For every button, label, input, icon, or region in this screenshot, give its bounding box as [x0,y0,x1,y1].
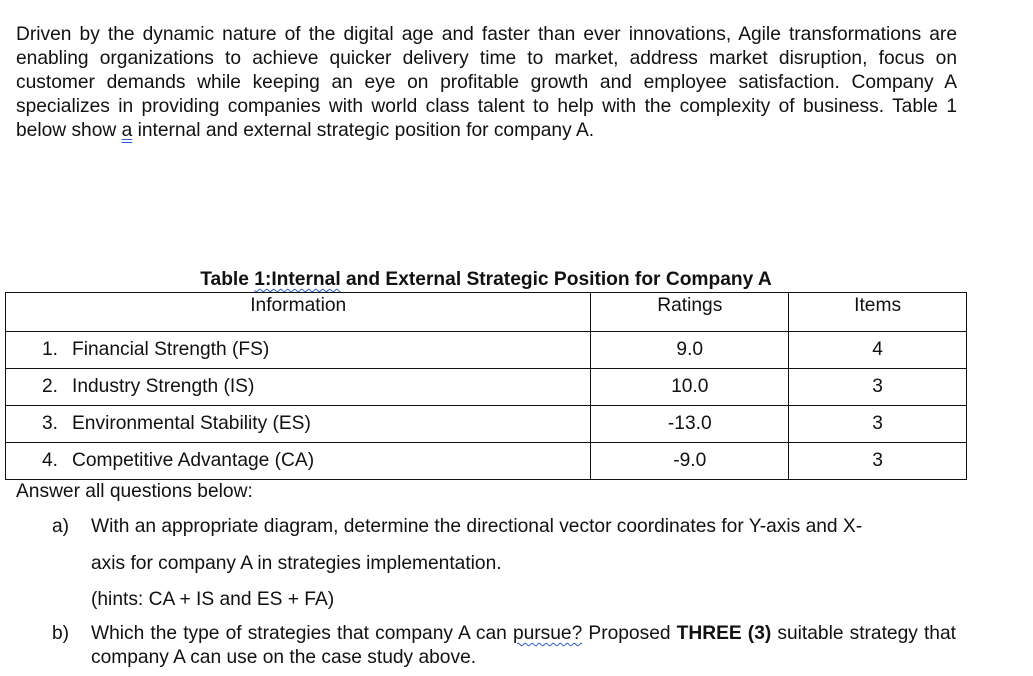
intro-paragraph [16,23,957,143]
caption-prefix: Table [200,269,255,290]
intro-grammar-flag: a [121,120,133,141]
table-row [6,369,967,406]
question-b-part2: Proposed [582,623,677,644]
row-information-cell [6,369,591,406]
question-b-text [91,622,956,670]
row-items: 3 [789,369,967,406]
caption-spell-flag: 1:Internal [254,269,341,290]
header-information: Information [6,293,591,332]
row-label: Environmental Stability (ES) [72,413,311,434]
table-row [6,443,967,480]
row-rating: -13.0 [591,406,789,443]
row-label: Competitive Advantage (CA) [72,450,315,471]
answer-instructions: Answer all questions below: [16,481,253,502]
table-row [6,406,967,443]
row-information-cell [6,332,591,369]
row-label: Industry Strength (IS) [72,376,255,397]
row-number: 2. [41,376,58,397]
row-number: 1. [41,339,58,360]
row-number: 3. [41,413,58,434]
question-a-label: a) [52,516,70,537]
table-header-row [6,293,967,332]
row-rating: 9.0 [591,332,789,369]
question-b-grammar-flag: pursue? [512,623,583,644]
row-number: 4. [41,450,58,471]
row-rating: 10.0 [591,369,789,406]
question-a-hint: (hints: CA + IS and ES + FA) [91,589,335,610]
row-items: 3 [789,443,967,480]
question-b-part3: suitable strategy that company A can use on the case study above. [91,623,956,668]
table-row [6,332,967,369]
intro-text-part1: Driven by the dynamic nature of the digital age and faster than ever innovations, Agile transformations are enabling organizations to achieve quicker delivery time to market, address market disruption, focus on customer demands while keeping an eye on profitable growth and employee satisfaction. Company A specializes in providing companies with world class talent to help with the complexity of business. Table 1 below show [16,24,957,141]
intro-text-part2: internal and external strategic position for company A. [132,120,595,141]
question-b-emphasis: THREE (3) [676,623,772,644]
caption-suffix: and External Strategic Position for Company A [340,269,772,290]
row-items: 3 [789,406,967,443]
question-b-part1: Which the type of strategies that company A can [91,623,513,644]
strategic-position-table [5,292,967,480]
question-a-line2: axis for company A in strategies implementation. [91,553,502,574]
row-label: Financial Strength (FS) [72,339,270,360]
table-caption [0,269,972,291]
question-b-label: b) [52,623,70,644]
header-ratings: Ratings [591,293,789,332]
row-information-cell [6,406,591,443]
header-items: Items [789,293,967,332]
row-items: 4 [789,332,967,369]
row-information-cell [6,443,591,480]
question-a-line1: With an appropriate diagram, determine the directional vector coordinates for Y-axis and X- [91,516,863,537]
row-rating: -9.0 [591,443,789,480]
